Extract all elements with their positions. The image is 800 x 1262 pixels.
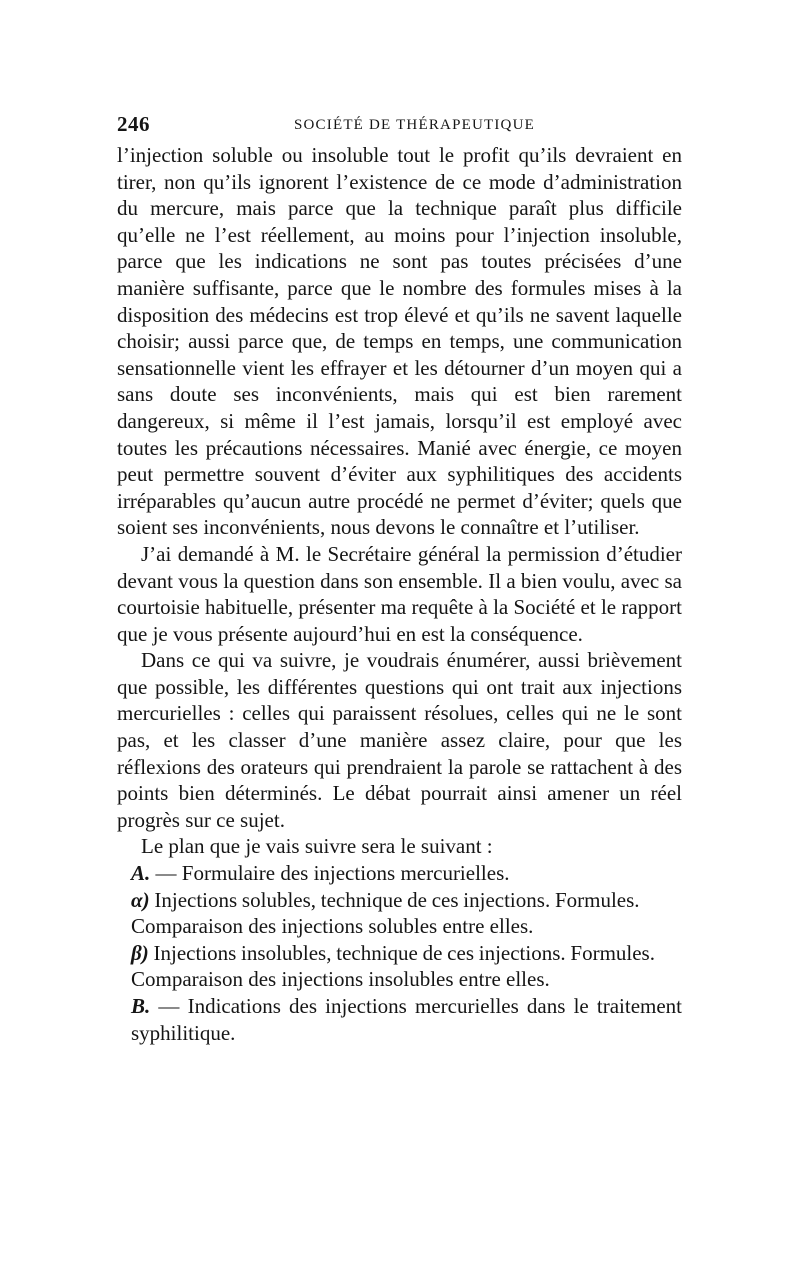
outline-label-beta: β) <box>131 940 149 965</box>
outline-item-a <box>117 860 682 887</box>
paragraph-continued: l’injection soluble ou insoluble tout le profit qu’ils devraient en tirer, non qu’ils ignorent l’existence de ce mode d’administration du mercure, mais parce que la technique paraît plus difficile qu’elle ne l’est réellement, au moins pour l’injection insoluble, parce que les indications ne sont pas toutes précisées d’une manière suffisante, parce que le nombre des formules mises à la disposition des médecins est trop élevé et qu’ils ne savent laquelle choisir; aussi parce que, de temps en temps, une communication sensationnelle vient les effrayer et les détourner d’un moyen qui a sans doute ses inconvénients, mais qui est bien rarement dangereux, si même il l’est jamais, lorsqu’il est employé avec toutes les précautions nécessaires. Manié avec énergie, ce moyen peut permettre souvent d’éviter aux syphilitiques des accidents irréparables qu’aucun autre procédé ne permet d’éviter; quels que soient ses inconvénients, nous devons le connaître et l’utiliser. <box>117 143 682 540</box>
outline-text-beta: Injections insolubles, technique de ces injections. Formules. <box>153 940 655 965</box>
book-page <box>117 108 682 1046</box>
outline-item-beta <box>117 940 682 967</box>
paragraph-plan-intro: Le plan que je vais suivre sera le suivant : <box>141 834 493 859</box>
outline-label-b: B. <box>131 994 151 1018</box>
outline-item-alpha <box>117 887 682 914</box>
paragraph-request: J’ai demandé à M. le Secrétaire général la permission d’étudier devant vous la question dans son ensemble. Il a bien voulu, avec sa courtoisie habituelle, présenter ma requête à la Société et le rapport que je vous présente aujourd’hui en est la conséquence. <box>117 541 683 646</box>
running-head: SOCIÉTÉ DE THÉRAPEUTIQUE <box>293 117 535 133</box>
page-number: 246 <box>117 112 150 136</box>
outline-label-alpha: α) <box>131 887 150 912</box>
outline-text-b: — Indications des injections mercurielles dans le traitement syphilitique. <box>131 994 682 1045</box>
outline-item-b <box>117 993 682 1046</box>
outline-sub-beta: Comparaison des injections insolubles entre elles. <box>131 967 550 992</box>
paragraph-purpose: Dans ce qui va suivre, je voudrais énumérer, aussi brièvement que possible, les différentes questions qui ont trait aux injections mercurielles : celles qui paraissent résolues, celles qui ne le sont pas, et les classer d’une manière assez claire, pour que les réflexions des orateurs qui prendraient la parole se rattachent à des points bien déterminés. Le débat pourrait ainsi amener un réel progrès sur ce sujet. <box>117 648 682 832</box>
page-header <box>117 108 682 142</box>
body-text <box>117 142 682 1046</box>
outline-label-a: A. <box>131 861 151 886</box>
outline-text-a: — Formulaire des injections mercurielles. <box>155 861 510 886</box>
outline-text-alpha: Injections solubles, technique de ces injections. Formules. <box>154 887 640 912</box>
outline-sub-alpha: Comparaison des injections solubles entre elles. <box>131 914 534 939</box>
